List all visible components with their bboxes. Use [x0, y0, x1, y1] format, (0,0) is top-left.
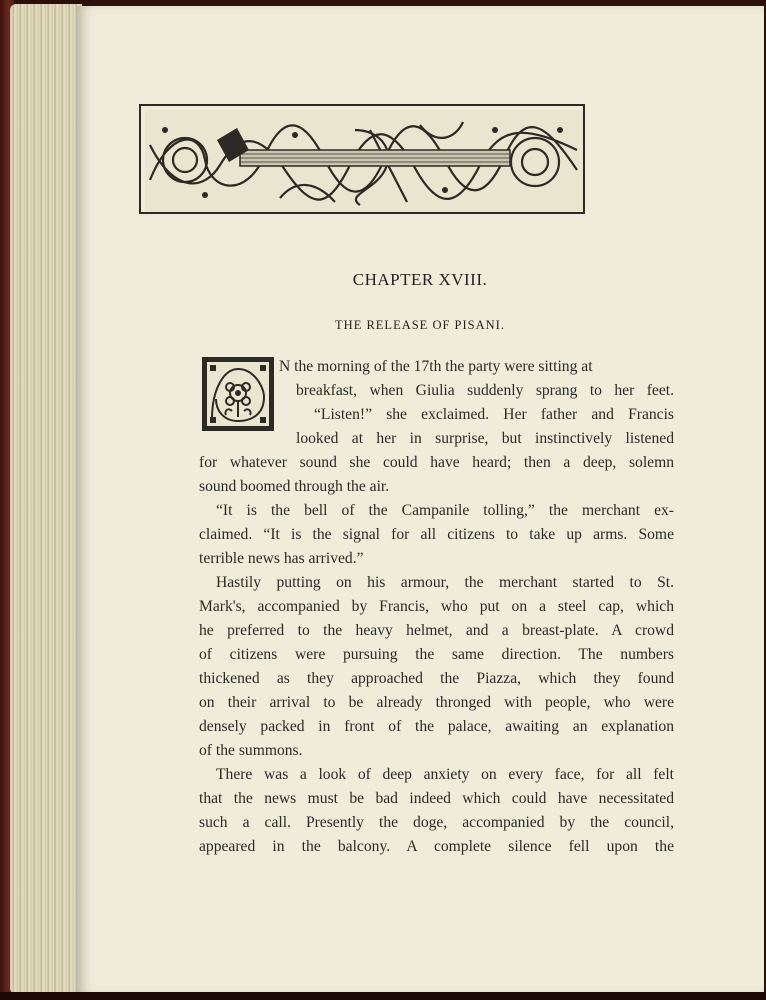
body-line: sound boomed through the air. [199, 478, 390, 495]
body-line: looked at her in surprise, but instinctively listened [296, 430, 674, 447]
body-line: N the morning of the 17th the party were sitting at [279, 358, 593, 375]
body-line: he preferred to the heavy helmet, and a breast-plate. A crowd [199, 622, 674, 639]
body-line: of the summons. [199, 742, 303, 759]
body-line: thickened as they approached the Piazza, which they found [199, 670, 674, 687]
book-bottom-shadow [0, 992, 766, 1000]
body-line: densely packed in front of the palace, awaiting an explanation [199, 718, 674, 735]
body-line: on their arrival to be already thronged with people, who were [199, 694, 674, 711]
body-line: claimed. “It is the signal for all citizens to take up arms. Some [199, 526, 674, 543]
body-line: There was a look of deep anxiety on every face, for all felt [216, 766, 674, 783]
chapter-subtitle: THE RELEASE OF PISANI. [335, 318, 505, 332]
body-line: “It is the bell of the Campanile tolling,” the merchant ex- [216, 502, 674, 519]
body-line: terrible news has arrived.” [199, 550, 364, 567]
body-line: that the news must be bad indeed which could have necessitated [199, 790, 674, 807]
body-line: Hastily putting on his armour, the merchant started to St. [216, 574, 674, 591]
page-stack-edges [10, 4, 82, 994]
body-line: of citizens were pursuing the same direction. The numbers [199, 646, 674, 663]
body-line: Mark's, accompanied by Francis, who put on a steel cap, which [199, 598, 674, 615]
body-line: appeared in the balcony. A complete silence fell upon the [199, 838, 674, 855]
body-line: for whatever sound she could have heard; then a deep, solemn [199, 454, 674, 471]
ornamental-headpiece [139, 104, 585, 214]
chapter-heading: CHAPTER XVIII. [352, 270, 488, 289]
body-line: breakfast, when Giulia suddenly sprang to her feet. [296, 382, 674, 399]
body-line: “Listen!” she exclaimed. Her father and Francis [314, 406, 674, 423]
body-line: such a call. Presently the doge, accompanied by the council, [199, 814, 674, 831]
drop-cap-ornament [202, 357, 274, 431]
